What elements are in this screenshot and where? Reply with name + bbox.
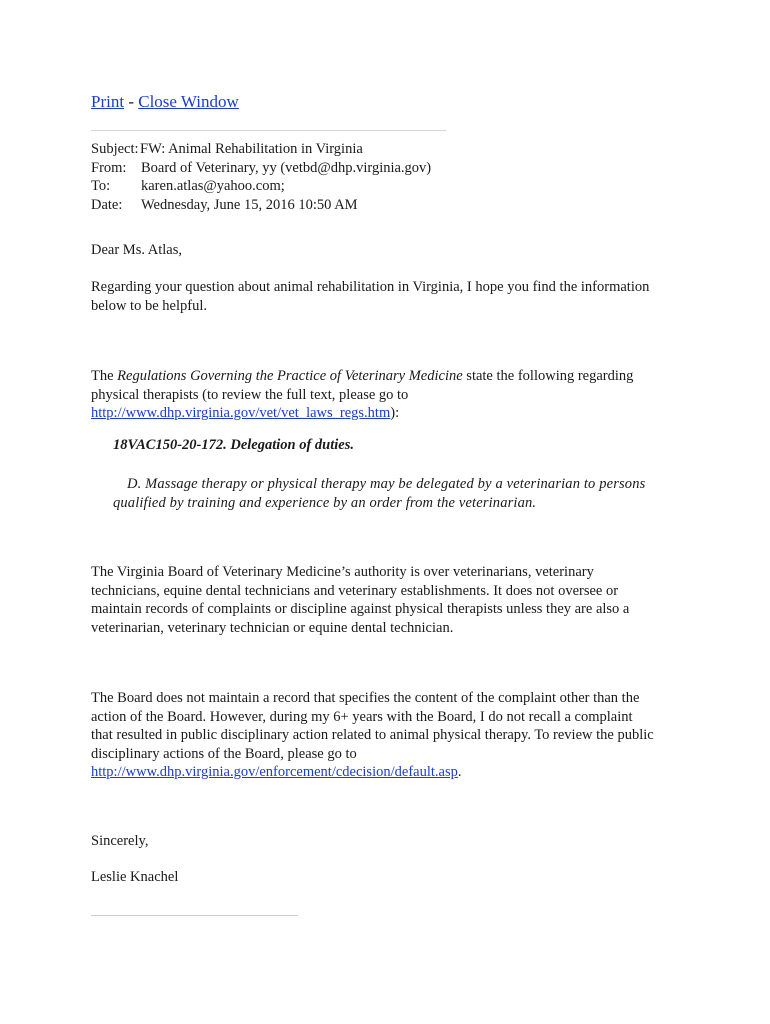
intro-line: below to be helpful. [91, 297, 207, 314]
from-value: Board of Veterinary, yy (vetbd@dhp.virginia.gov) [141, 159, 432, 176]
from-label: From: [91, 159, 127, 176]
regs-link[interactable]: http://www.dhp.virginia.gov/vet/vet_laws_regs.htm [91, 405, 391, 421]
record-line: disciplinary actions of the Board, please go to [91, 745, 357, 762]
from-row [91, 159, 431, 178]
email-header [91, 140, 431, 214]
subject-value: FW: Animal Rehabilitation in Virginia [140, 141, 363, 157]
date-row [91, 196, 431, 215]
quote-line: qualified by training and experience by an order from the veterinarian. [113, 494, 537, 511]
toolbar-separator: - [128, 92, 134, 111]
authority-line: maintain records of complaints or discipline against physical therapists unless they are also a [91, 601, 630, 617]
close-window-link[interactable]: Close Window [138, 92, 239, 111]
record-line: action of the Board. However, during my 6+ years with the Board, I do not recall a complaint [91, 708, 633, 725]
regulation-quote [113, 475, 693, 512]
to-row [91, 177, 431, 196]
footer-divider [91, 915, 298, 916]
subject-row [91, 140, 431, 159]
regulations-paragraph [91, 367, 691, 423]
record-line: The Board does not maintain a record that specifies the content of the complaint other than the [91, 690, 640, 706]
section-heading: 18VAC150-20-172. Delegation of duties. [113, 437, 354, 453]
regs-line: physical therapists (to review the full text, please go to [91, 386, 409, 403]
greeting: Dear Ms. Atlas, [91, 242, 183, 258]
enforcement-link[interactable]: http://www.dhp.virginia.gov/enforcement/cdecision/default.asp [91, 764, 458, 780]
to-value: karen.atlas@yahoo.com; [141, 178, 285, 194]
print-toolbar [91, 92, 239, 112]
date-label: Date: [91, 196, 123, 213]
authority-line: The Virginia Board of Veterinary Medicine’s authority is over veterinarians, veterinary [91, 564, 594, 580]
intro-paragraph [91, 278, 691, 315]
authority-paragraph [91, 563, 691, 637]
regs-suffix: state the following regarding [462, 368, 634, 384]
regs-link-tail: ): [390, 405, 400, 421]
regs-prefix: The [91, 368, 118, 384]
authority-line: veterinarian, veterinary technician or equine dental technician. [91, 619, 454, 636]
intro-line: Regarding your question about animal rehabilitation in Virginia, I hope you find the information [91, 279, 650, 295]
print-link[interactable]: Print [91, 92, 125, 111]
record-paragraph [91, 689, 691, 782]
signature: Leslie Knachel [91, 869, 179, 885]
header-divider [91, 130, 446, 131]
regs-title: Regulations Governing the Practice of Veterinary Medicine [117, 368, 463, 384]
date-value: Wednesday, June 15, 2016 10:50 AM [141, 196, 358, 213]
authority-line: technicians, equine dental technicians and veterinary establishments. It does not oversee or [91, 582, 619, 599]
to-label: To: [91, 178, 111, 194]
subject-label: Subject: [91, 141, 139, 157]
record-link-tail: . [457, 764, 462, 780]
record-line: that resulted in public disciplinary action related to animal physical therapy. To review the public [91, 727, 654, 743]
closing: Sincerely, [91, 833, 149, 849]
quote-line: D. Massage therapy or physical therapy may be delegated by a veterinarian to persons [127, 476, 646, 492]
